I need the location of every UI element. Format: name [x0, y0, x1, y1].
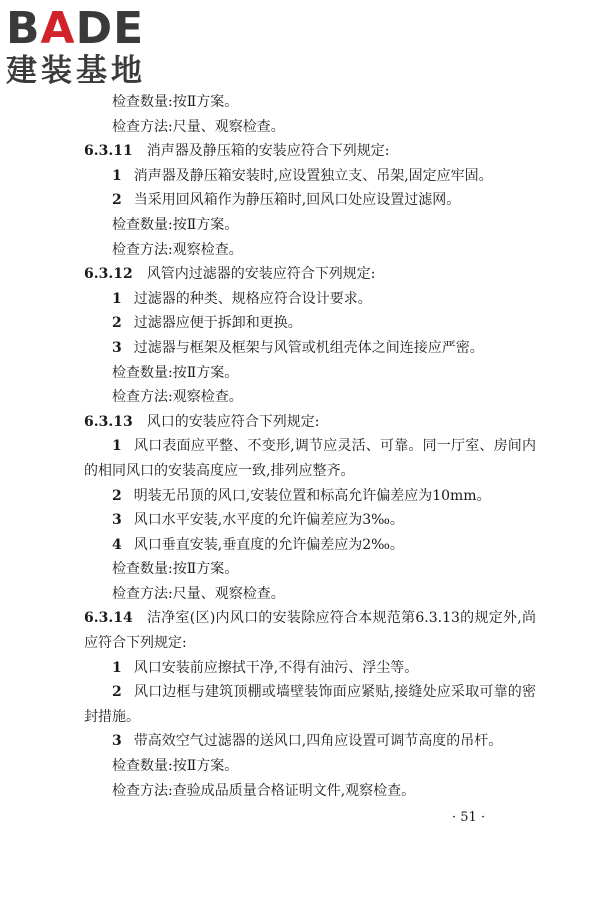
list-item — [84, 533, 536, 558]
section-number: 6.3.13 — [84, 413, 133, 430]
item-text: 风口边框与建筑顶棚或墙壁装饰面应紧贴,接缝处应采取可靠的密封措施。 — [84, 684, 536, 725]
item-text: 风口安装前应擦拭干净,不得有油污、浮尘等。 — [133, 659, 419, 676]
item-text: 带高效空气过滤器的送风口,四角应设置可调节高度的吊杆。 — [133, 733, 503, 750]
item-text: 当采用回风箱作为静压箱时,回风口处应设置过滤网。 — [133, 192, 461, 209]
list-item — [84, 434, 536, 483]
logo-text: BADE — [6, 3, 145, 54]
item-number: 3 — [112, 512, 122, 529]
item-text: 消声器及静压箱安装时,应设置独立支、吊架,固定应牢固。 — [133, 167, 493, 184]
item-number: 3 — [112, 733, 122, 750]
list-item — [84, 164, 536, 189]
section-number: 6.3.12 — [84, 266, 133, 283]
item-number: 1 — [112, 290, 122, 307]
section-text: 消声器及静压箱的安装应符合下列规定: — [146, 143, 390, 160]
item-number: 3 — [112, 339, 122, 356]
item-text: 风口水平安装,水平度的允许偏差应为3‰。 — [133, 512, 404, 529]
item-number: 1 — [112, 659, 122, 676]
section-heading — [84, 606, 536, 655]
text-line: 检查数量:按Ⅱ方案。 — [112, 758, 239, 775]
item-text: 明装无吊顶的风口,安装位置和标高允许偏差应为10mm。 — [133, 487, 491, 504]
logo — [6, 4, 176, 90]
list-item — [84, 508, 536, 533]
page-number: · 51 · — [452, 810, 486, 825]
text-line: 检查数量:按Ⅱ方案。 — [112, 561, 239, 578]
text-line: 检查方法:查验成品质量合格证明文件,观察检查。 — [112, 782, 416, 799]
item-number: 2 — [112, 487, 122, 504]
item-number: 2 — [112, 192, 122, 209]
list-item — [84, 336, 536, 361]
text-line: 检查数量:按Ⅱ方案。 — [112, 94, 239, 110]
section-heading — [84, 139, 536, 164]
list-item — [84, 287, 536, 312]
item-number: 2 — [112, 315, 122, 332]
item-text: 过滤器应便于拆卸和更换。 — [133, 315, 302, 332]
text-line: 检查方法:尺量、观察检查。 — [112, 118, 285, 135]
section-text: 洁净室(区)内风口的安装除应符合本规范第6.3.13的规定外,尚应符合下列规定: — [84, 610, 536, 652]
item-text: 过滤器与框架及框架与风管或机组壳体之间连接应严密。 — [133, 339, 484, 356]
logo-subtitle: 建装基地 — [6, 53, 146, 89]
item-number: 4 — [112, 536, 122, 553]
item-number: 2 — [112, 684, 122, 701]
section-heading — [84, 262, 536, 287]
text-line: 检查方法:观察检查。 — [112, 389, 243, 406]
list-item — [84, 311, 536, 336]
logo-wordmark — [6, 4, 176, 54]
list-item — [84, 680, 536, 729]
list-item — [84, 656, 536, 681]
section-text: 风口的安装应符合下列规定: — [146, 413, 320, 430]
document-body — [84, 90, 536, 803]
item-number: 1 — [112, 167, 122, 184]
section-heading — [84, 410, 536, 435]
section-text: 风管内过滤器的安装应符合下列规定: — [146, 266, 376, 283]
item-text: 过滤器的种类、规格应符合设计要求。 — [133, 290, 372, 307]
item-number: 1 — [112, 438, 122, 455]
text-line: 检查数量:按Ⅱ方案。 — [112, 216, 239, 233]
text-line: 检查数量:按Ⅱ方案。 — [112, 364, 239, 381]
list-item — [84, 484, 536, 509]
section-number: 6.3.11 — [84, 143, 133, 160]
section-number: 6.3.14 — [84, 610, 133, 627]
item-text: 风口表面应平整、不变形,调节应灵活、可靠。同一厅室、房间内的相同风口的安装高度应一致,排列应整齐。 — [84, 438, 536, 479]
text-line: 检查方法:尺量、观察检查。 — [112, 585, 285, 602]
text-line: 检查方法:观察检查。 — [112, 241, 243, 258]
list-item — [84, 188, 536, 213]
item-text: 风口垂直安装,垂直度的允许偏差应为2‰。 — [133, 536, 404, 553]
list-item — [84, 729, 536, 754]
